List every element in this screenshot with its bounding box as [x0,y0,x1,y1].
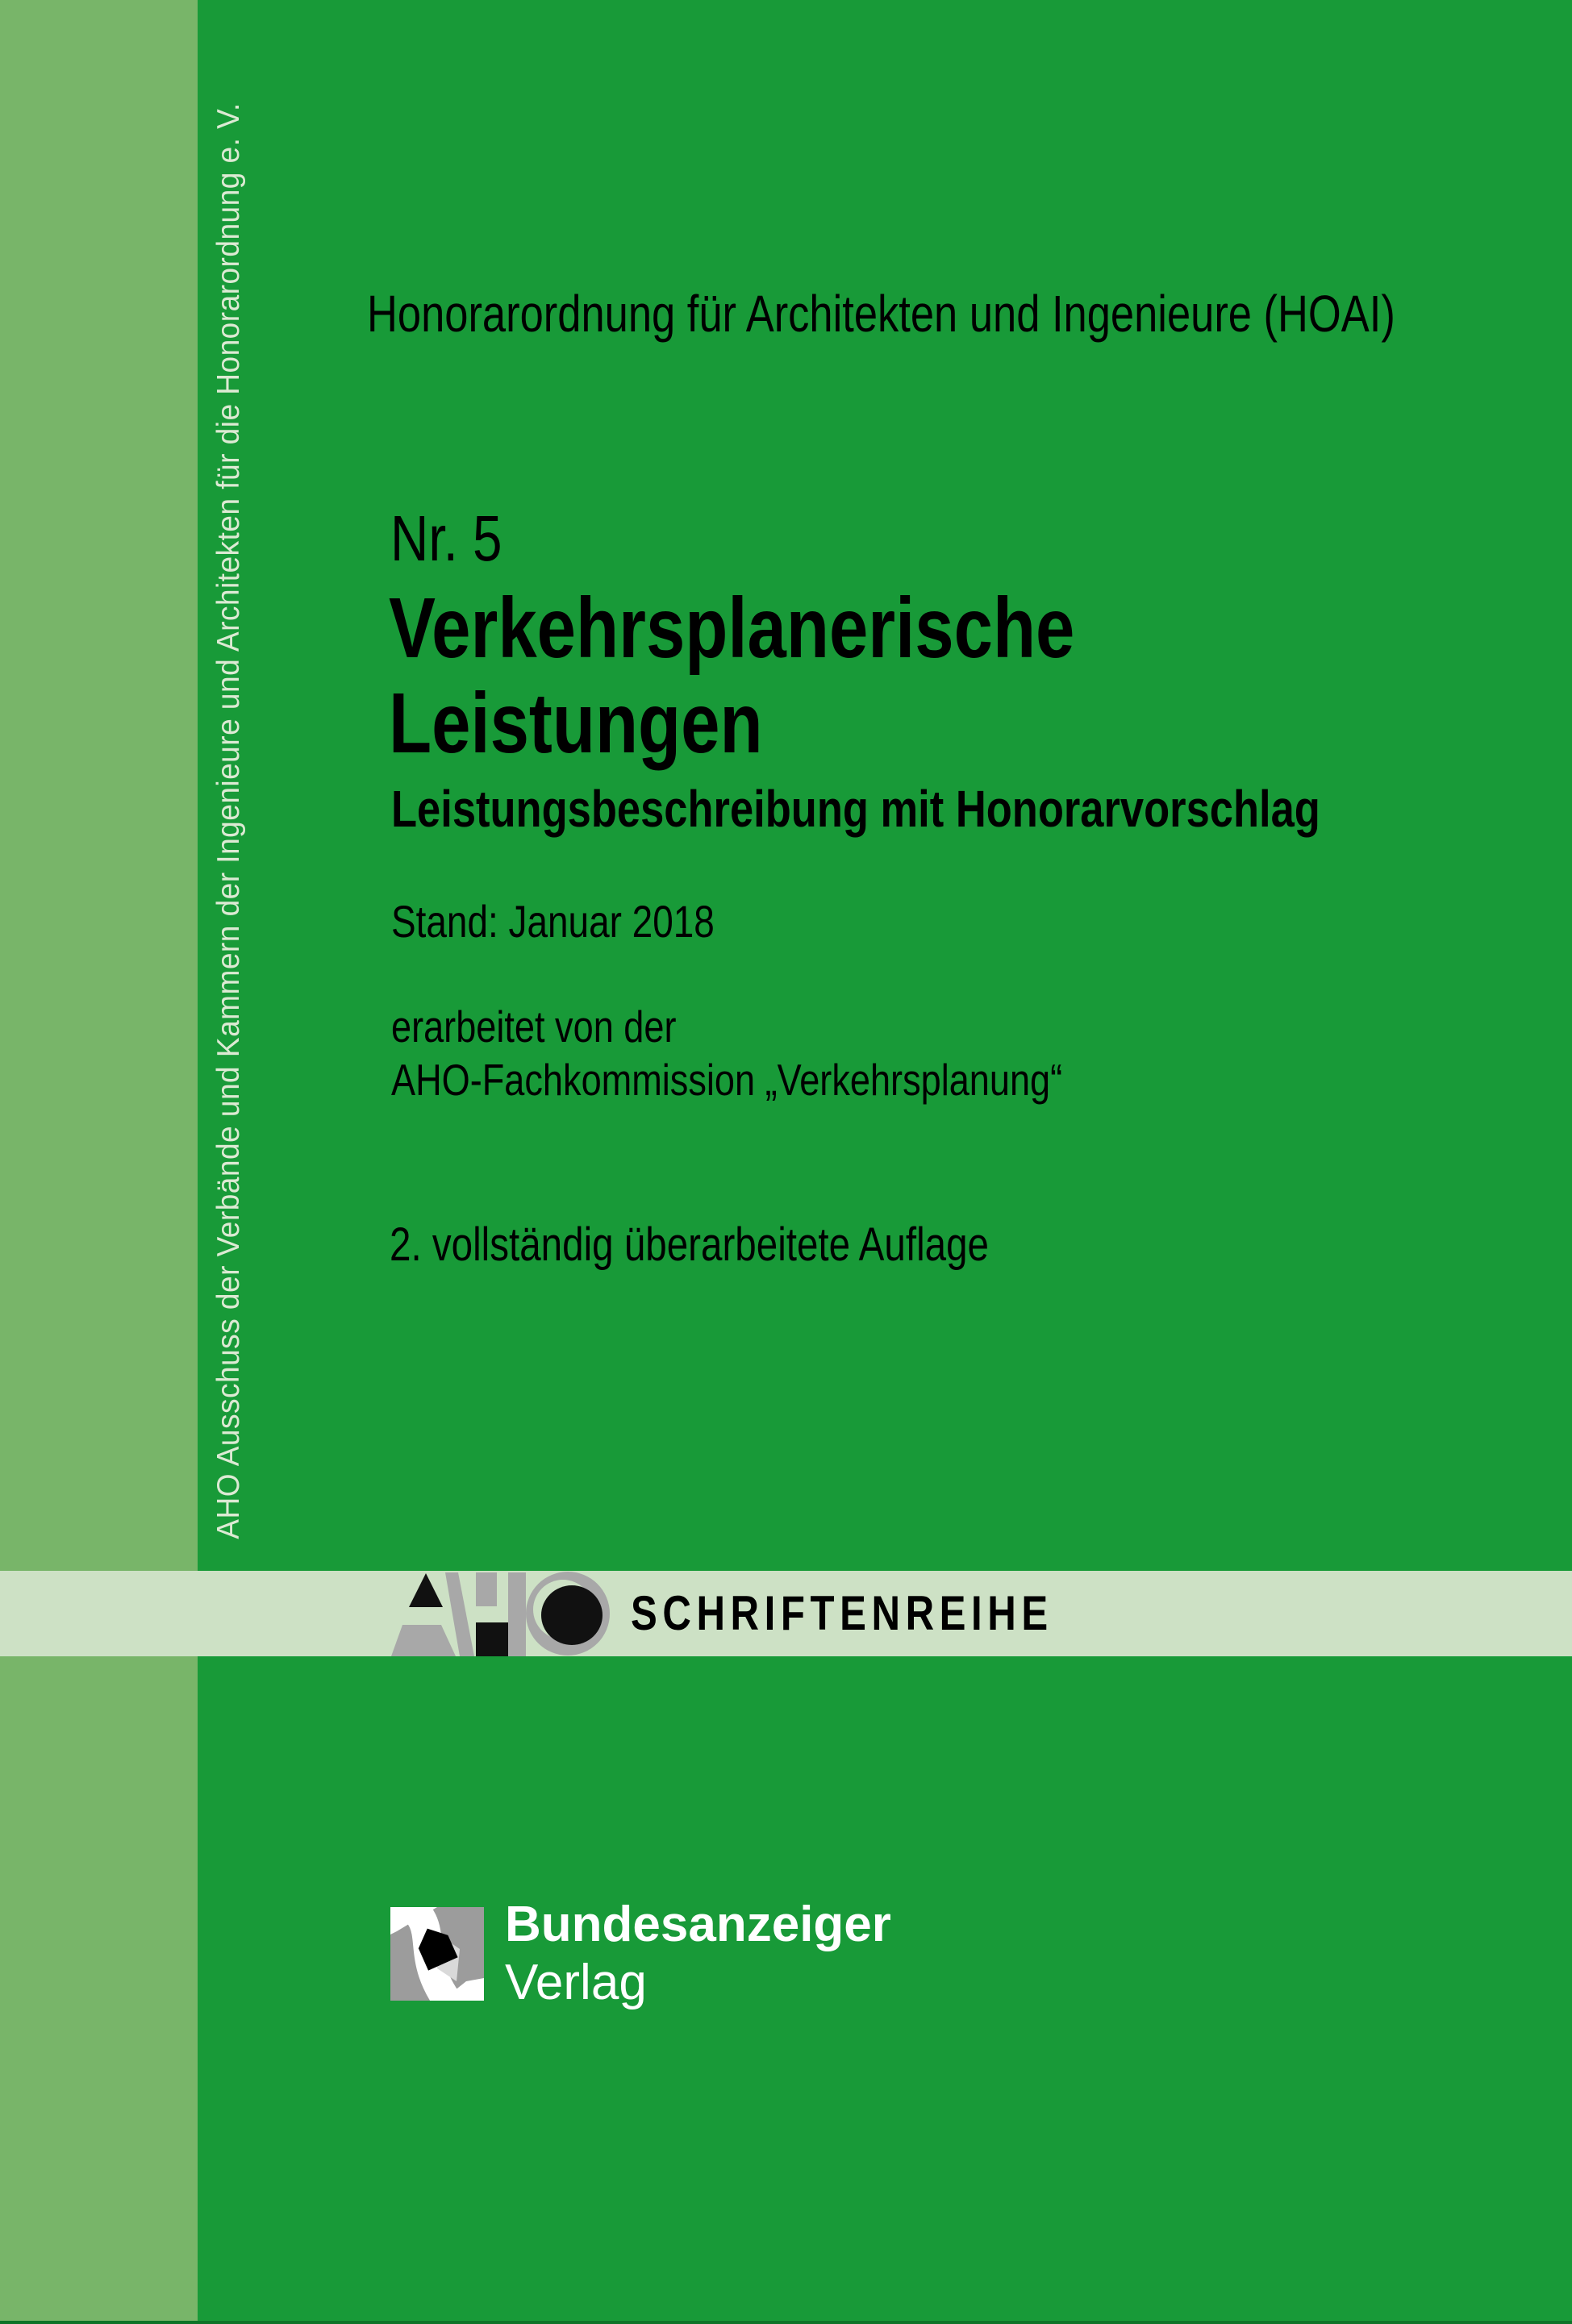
edition-note-text: 2. vollständig überarbeitete Auflage [390,1218,989,1271]
bottom-edge-line [0,2321,1572,2324]
series-band-label-text: SCHRIFTENREIHE [631,1586,1053,1640]
main-title [389,581,1225,771]
editor-note-line1: erarbeitet von der [391,1002,677,1052]
subtitle-text: Leistungsbeschreibung mit Honorarvorschlag [391,780,1320,838]
series-band-label [631,1571,1146,1656]
publisher-name: Bundesanzeiger [505,1897,891,1952]
main-title-line2: Leistungen [389,676,763,771]
subtitle [391,779,1524,839]
main-title-line1: Verkehrsplanerische [389,581,1075,676]
aho-logo-icon [386,1571,611,1656]
editor-note [391,1000,1210,1106]
issue-number [390,502,527,576]
publisher-logo [390,1897,1036,2020]
editor-note-line2: AHO-Fachkommission „Verkehrsplanung“ [391,1055,1063,1105]
publisher-wordmark [505,1896,891,2012]
issue-number-text: Nr. 5 [390,502,502,574]
vertical-sidebar-text: AHO Ausschuss der Verbände und Kammern der Ingenieure und Architekten für die Honorarordnung e. V. [211,102,246,1539]
publisher-suffix: Verlag [505,1955,647,2010]
stand-date-text: Stand: Januar 2018 [391,896,715,947]
series-band [0,1571,1572,1656]
header-line-text: Honorarordnung für Architekten und Ingenieure (HOAI) [367,285,1395,343]
header-line [367,284,1572,344]
stand-date [391,895,786,948]
bundesanzeiger-mark-icon [390,1907,484,2001]
left-color-strip [0,0,198,2324]
edition-note [390,1218,1120,1272]
